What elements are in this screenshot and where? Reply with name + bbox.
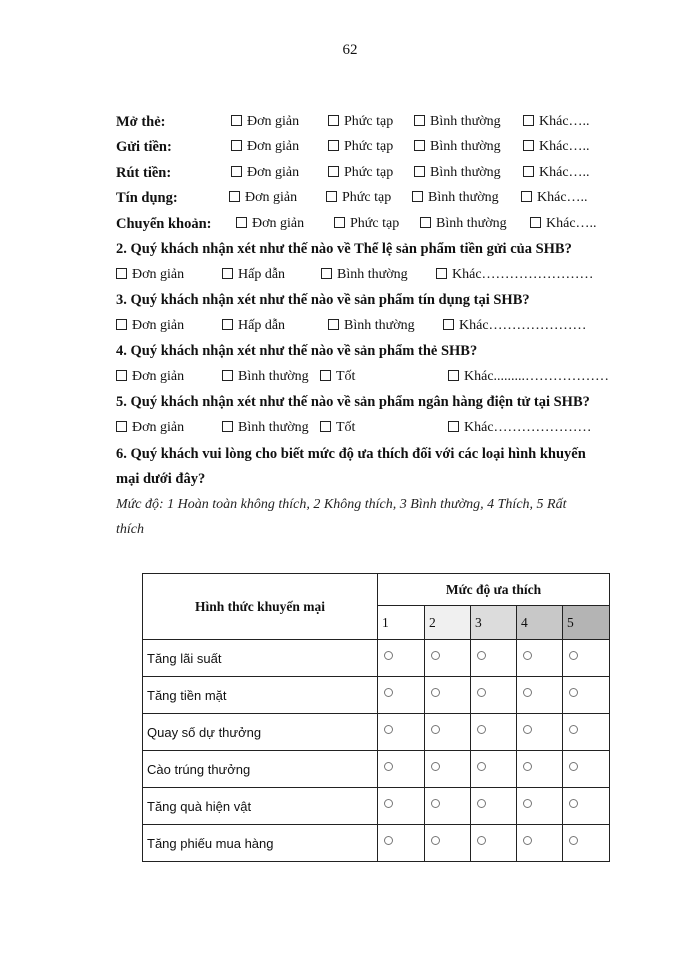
checkbox-icon[interactable] [231,140,242,151]
rating-option[interactable]: Khác….. [523,165,590,181]
checkbox-icon[interactable] [523,140,534,151]
rating-option[interactable]: Khác….. [523,139,590,155]
radio-option[interactable] [477,836,486,845]
level-header-cell: 1 [378,606,425,640]
checkbox-icon[interactable] [412,191,423,202]
rating-option[interactable]: Khác….. [530,216,597,232]
checkbox-icon[interactable] [414,140,425,151]
page-number: 62 [342,42,358,58]
radio-option[interactable] [569,688,578,697]
rating-option[interactable]: Bình thường [414,139,501,155]
checkbox-icon[interactable] [116,319,127,330]
checkbox-icon[interactable] [436,268,447,279]
checkbox-icon[interactable] [523,115,534,126]
rating-option[interactable]: Khác….. [521,190,588,206]
rating-option[interactable]: Khác….. [523,114,590,130]
rating-row-label: Chuyển khoản: [116,216,212,232]
rating-option[interactable]: Đơn giản [236,216,304,232]
rating-option[interactable]: Đơn giản [229,190,297,206]
header-promotion-type: Hình thức khuyến mại [143,574,378,640]
table-row [143,825,610,862]
q4-option[interactable]: Đơn giản [116,369,184,385]
radio-option[interactable] [569,762,578,771]
radio-option[interactable] [523,799,532,808]
radio-option[interactable] [569,725,578,734]
promotion-label: Tăng lãi suất [143,640,378,677]
question-3: 3. Quý khách nhận xét như thế nào về sản phẩm tín dụng tại SHB? [116,292,530,308]
radio-option[interactable] [523,651,532,660]
radio-option[interactable] [431,688,440,697]
radio-option[interactable] [384,836,393,845]
checkbox-icon[interactable] [231,115,242,126]
rating-option[interactable]: Phức tạp [328,114,393,130]
q2-option[interactable]: Khác…………………… [436,267,594,283]
checkbox-icon[interactable] [328,140,339,151]
checkbox-icon[interactable] [414,166,425,177]
q3-option[interactable]: Hấp dẫn [222,318,285,334]
rating-row-label: Mở thẻ: [116,114,166,130]
checkbox-icon[interactable] [530,217,541,228]
q5-option[interactable]: Bình thường [222,420,309,436]
rating-option[interactable]: Bình thường [414,165,501,181]
radio-option[interactable] [431,651,440,660]
checkbox-icon[interactable] [326,191,337,202]
radio-option[interactable] [523,836,532,845]
question-5: 5. Quý khách nhận xét như thế nào về sản phẩm ngân hàng điện tử tại SHB? [116,394,590,410]
radio-option[interactable] [477,688,486,697]
checkbox-icon[interactable] [328,115,339,126]
level-header-cell: 5 [563,606,610,640]
q5-option[interactable]: Khác………………… [448,420,592,436]
level-header-cell: 4 [517,606,563,640]
checkbox-icon[interactable] [414,115,425,126]
scale-note-line2: thích [116,522,144,537]
table-row [143,714,610,751]
promotion-label: Cào trúng thưởng [143,751,378,788]
radio-option[interactable] [431,836,440,845]
radio-option[interactable] [384,799,393,808]
radio-option[interactable] [569,836,578,845]
checkbox-icon[interactable] [222,319,233,330]
q4-option[interactable]: Khác.........……………… [448,369,609,385]
rating-option[interactable]: Đơn giản [231,114,299,130]
rating-option[interactable]: Phức tạp [328,139,393,155]
radio-option[interactable] [384,688,393,697]
checkbox-icon[interactable] [222,268,233,279]
question-6-line2: mại dưới đây? [116,471,206,487]
radio-option[interactable] [569,799,578,808]
question-4: 4. Quý khách nhận xét như thế nào về sản phẩm thẻ SHB? [116,343,478,359]
table-row [143,677,610,714]
checkbox-icon[interactable] [231,166,242,177]
rating-row-label: Gửi tiền: [116,139,172,155]
q3-option[interactable]: Bình thường [328,318,415,334]
question-2: 2. Quý khách nhận xét như thế nào về Thể lệ sản phẩm tiền gửi của SHB? [116,241,572,257]
rating-option[interactable]: Bình thường [420,216,507,232]
q5-option[interactable]: Đơn giản [116,420,184,436]
radio-option[interactable] [477,651,486,660]
radio-option[interactable] [477,725,486,734]
rating-option[interactable]: Bình thường [412,190,499,206]
checkbox-icon[interactable] [448,421,459,432]
checkbox-icon[interactable] [229,191,240,202]
q3-option[interactable]: Khác………………… [443,318,587,334]
checkbox-icon[interactable] [321,268,332,279]
checkbox-icon[interactable] [116,370,127,381]
promotion-label: Quay số dự thưởng [143,714,378,751]
checkbox-icon[interactable] [328,166,339,177]
question-6-line1: 6. Quý khách vui lòng cho biết mức độ ưa thích đối với các loại hình khuyến [116,446,586,462]
header-preference-level: Mức độ ưa thích [378,574,610,606]
table-row [143,640,610,677]
radio-option[interactable] [569,651,578,660]
radio-option[interactable] [477,762,486,771]
checkbox-icon[interactable] [320,421,331,432]
rating-option[interactable]: Đơn giản [231,139,299,155]
promotion-label: Tăng quà hiện vật [143,788,378,825]
checkbox-icon[interactable] [236,217,247,228]
rating-option[interactable]: Phức tạp [328,165,393,181]
table-row [143,788,610,825]
checkbox-icon[interactable] [222,370,233,381]
radio-option[interactable] [523,762,532,771]
checkbox-icon[interactable] [521,191,532,202]
checkbox-icon[interactable] [443,319,454,330]
radio-option[interactable] [523,688,532,697]
q3-option[interactable]: Đơn giản [116,318,184,334]
radio-option[interactable] [384,725,393,734]
q5-option[interactable]: Tốt [320,420,355,436]
promotion-label: Tăng tiền mặt [143,677,378,714]
rating-option[interactable]: Bình thường [414,114,501,130]
radio-option[interactable] [431,762,440,771]
checkbox-icon[interactable] [523,166,534,177]
q2-option[interactable]: Đơn giản [116,267,184,283]
rating-option[interactable]: Đơn giản [231,165,299,181]
checkbox-icon[interactable] [320,370,331,381]
q2-option[interactable]: Hấp dẫn [222,267,285,283]
checkbox-icon[interactable] [116,421,127,432]
radio-option[interactable] [384,651,393,660]
rating-row-label: Rút tiền: [116,165,172,181]
promotion-table [142,573,610,862]
checkbox-icon[interactable] [328,319,339,330]
q4-option[interactable]: Tốt [320,369,355,385]
radio-option[interactable] [431,725,440,734]
scale-note-line1: Mức độ: 1 Hoàn toàn không thích, 2 Không thích, 3 Bình thường, 4 Thích, 5 Rất [116,497,567,512]
rating-option[interactable]: Phức tạp [326,190,391,206]
radio-option[interactable] [384,762,393,771]
level-header-cell: 2 [425,606,471,640]
checkbox-icon[interactable] [448,370,459,381]
level-header-cell: 3 [471,606,517,640]
radio-option[interactable] [431,799,440,808]
promotion-label: Tăng phiếu mua hàng [143,825,378,862]
rating-row-label: Tín dụng: [116,190,178,206]
rating-option[interactable]: Phức tạp [334,216,399,232]
checkbox-icon[interactable] [116,268,127,279]
q2-option[interactable]: Bình thường [321,267,408,283]
q4-option[interactable]: Bình thường [222,369,309,385]
checkbox-icon[interactable] [334,217,345,228]
checkbox-icon[interactable] [222,421,233,432]
radio-option[interactable] [477,799,486,808]
radio-option[interactable] [523,725,532,734]
table-row [143,751,610,788]
checkbox-icon[interactable] [420,217,431,228]
